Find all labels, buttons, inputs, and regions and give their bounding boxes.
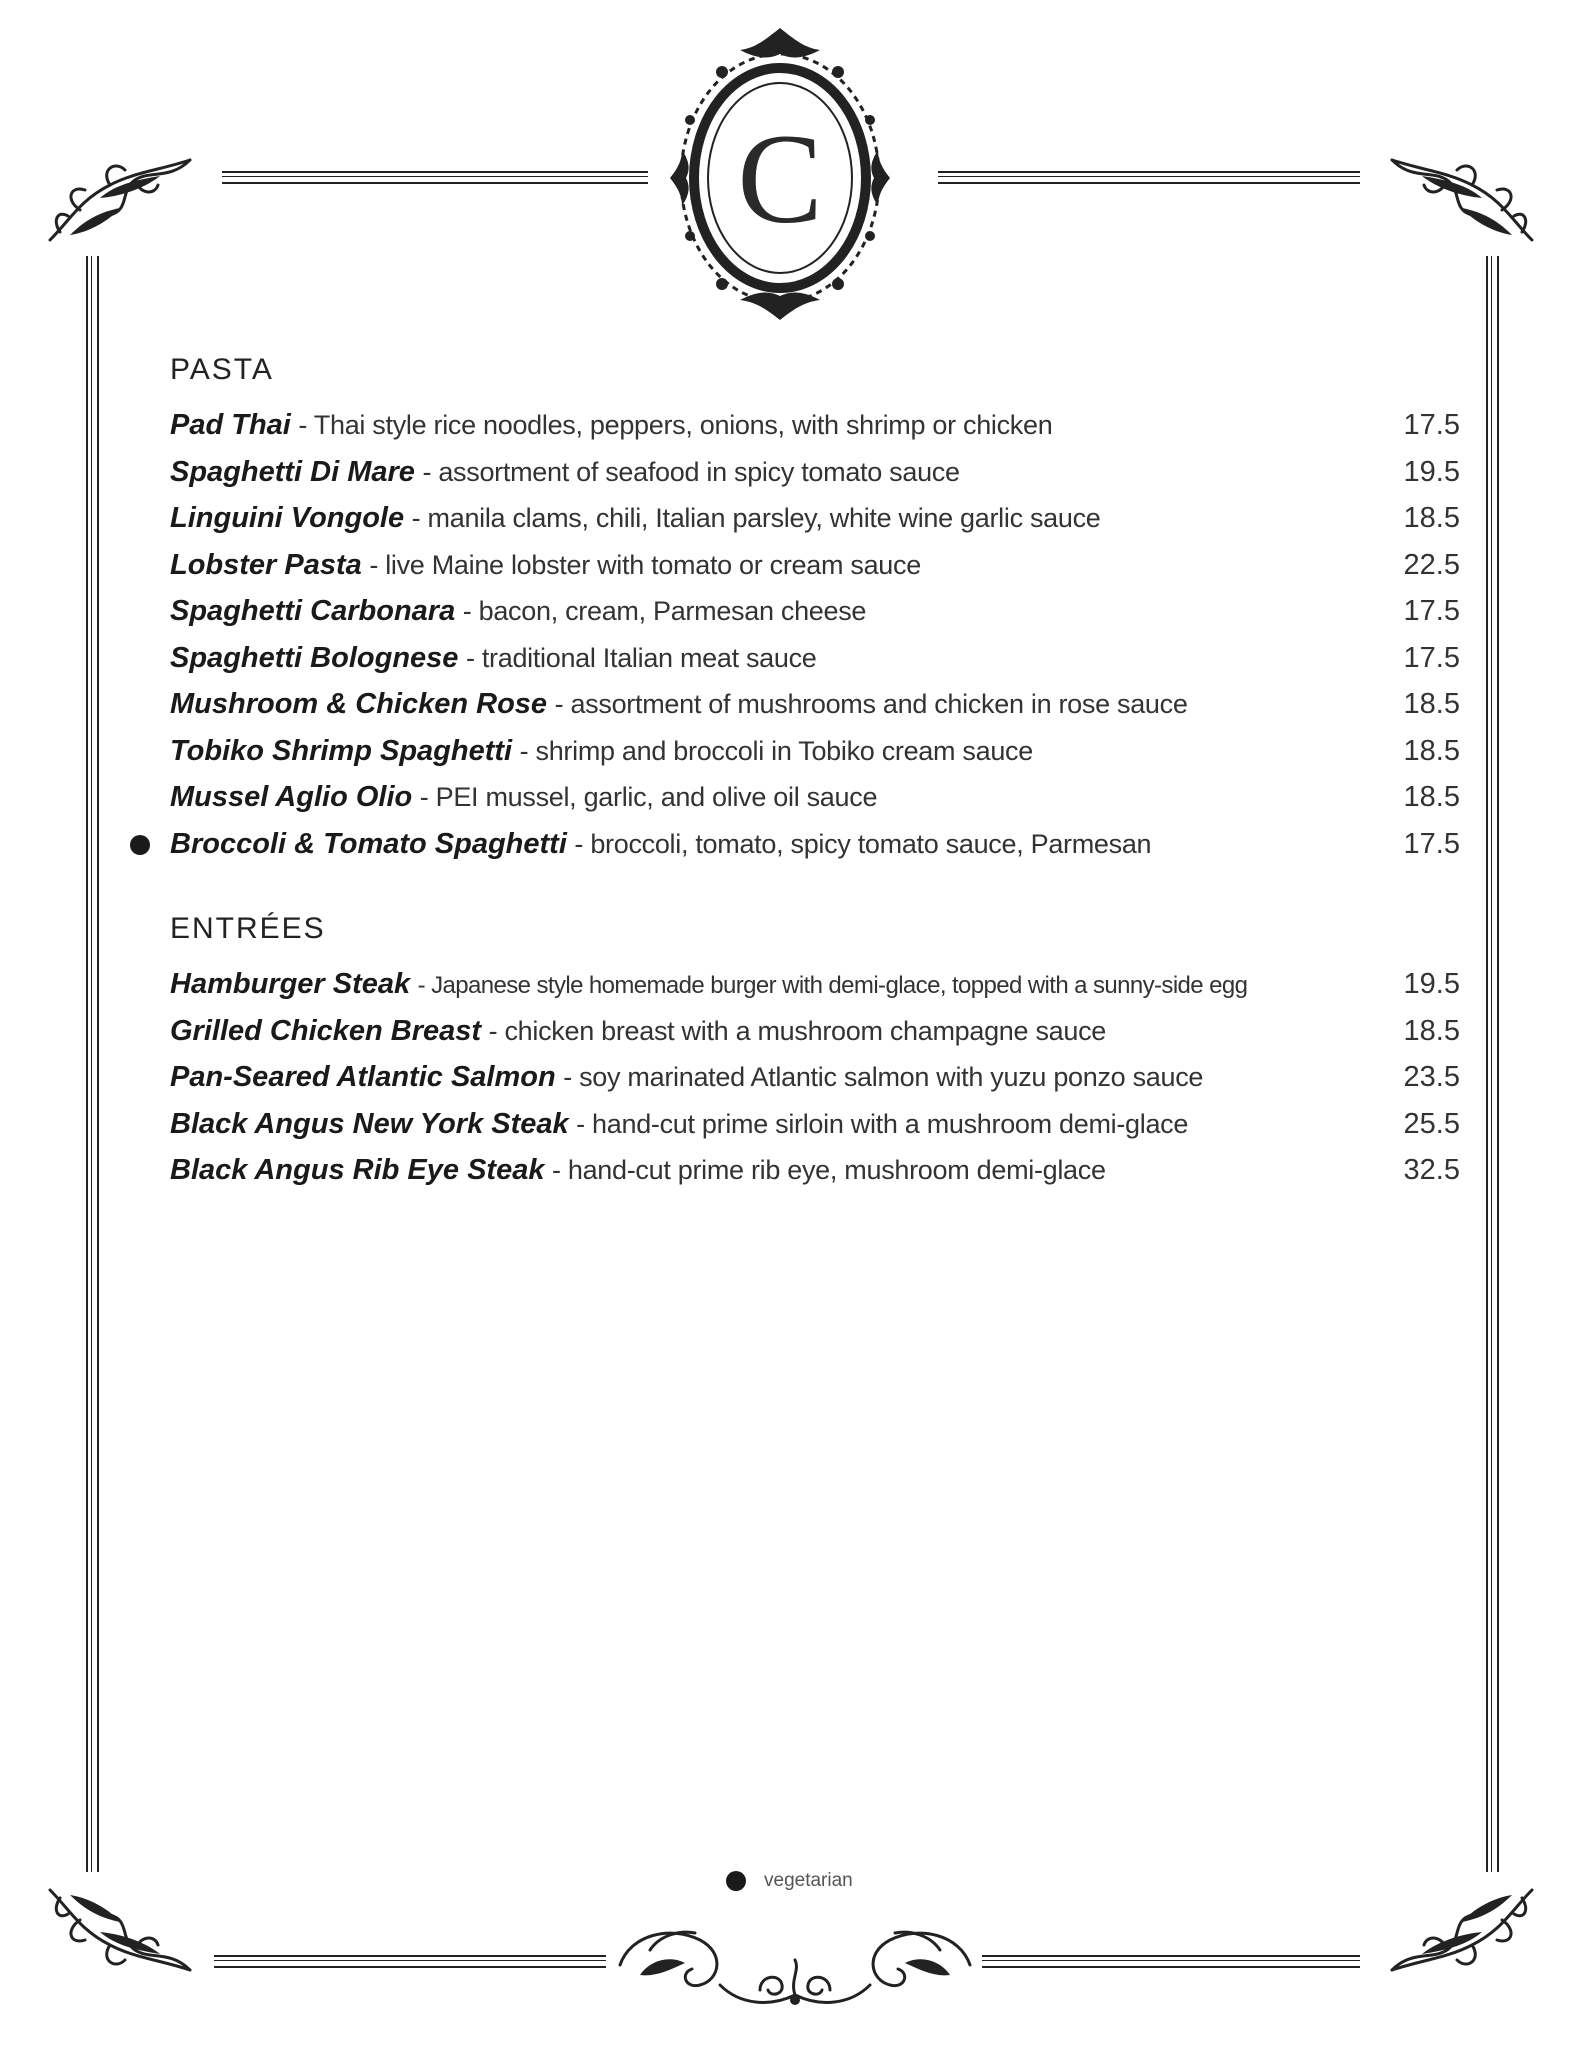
item-name: Lobster Pasta bbox=[170, 548, 362, 581]
monogram-letter: C bbox=[737, 108, 823, 250]
item-price: 18.5 bbox=[1403, 781, 1460, 813]
legend-label: vegetarian bbox=[764, 1870, 853, 1891]
legend bbox=[726, 1866, 853, 1896]
item-price: 17.5 bbox=[1403, 409, 1460, 441]
item-name: Spaghetti Di Mare bbox=[170, 455, 415, 488]
menu-item bbox=[170, 542, 1460, 589]
menu-item bbox=[170, 681, 1460, 728]
menu-item bbox=[170, 402, 1460, 449]
menu-item bbox=[170, 1008, 1460, 1055]
top-left-rule bbox=[222, 171, 648, 184]
section-title: ENTRÉES bbox=[170, 912, 326, 945]
bottom-scroll-flourish-icon bbox=[610, 1915, 980, 2015]
item-price: 17.5 bbox=[1403, 827, 1460, 860]
menu-item bbox=[170, 728, 1460, 775]
item-name: Hamburger Steak bbox=[170, 968, 411, 1000]
item-description: - Thai style rice noodles, peppers, onions, with shrimp or chicken bbox=[298, 410, 1053, 440]
item-name: Black Angus New York Steak bbox=[170, 1107, 569, 1140]
item-name: Broccoli & Tomato Spaghetti bbox=[170, 827, 567, 860]
bottom-left-rule bbox=[214, 1955, 606, 1968]
bottom-right-rule bbox=[982, 1955, 1360, 1968]
menu-item bbox=[170, 495, 1460, 542]
section-title: PASTA bbox=[170, 353, 274, 386]
item-price: 18.5 bbox=[1403, 734, 1460, 767]
menu-content bbox=[170, 352, 1460, 1194]
item-description: - broccoli, tomato, spicy tomato sauce, Parmesan bbox=[574, 828, 1152, 859]
section-pasta bbox=[170, 352, 1460, 867]
item-price: 18.5 bbox=[1403, 502, 1460, 534]
item-description: - shrimp and broccoli in Tobiko cream sauce bbox=[519, 735, 1033, 766]
corner-flourish-top-right-icon bbox=[1382, 140, 1542, 250]
item-description: - live Maine lobster with tomato or cream sauce bbox=[369, 549, 921, 580]
item-name: Black Angus Rib Eye Steak bbox=[170, 1154, 545, 1186]
item-price: 17.5 bbox=[1403, 595, 1460, 627]
item-description: - Japanese style homemade burger with demi-glace, topped with a sunny-side egg bbox=[417, 972, 1248, 999]
item-name: Grilled Chicken Breast bbox=[170, 1014, 482, 1047]
menu-item bbox=[170, 1101, 1460, 1148]
corner-flourish-bottom-right-icon bbox=[1382, 1880, 1542, 1990]
item-price: 23.5 bbox=[1403, 1061, 1460, 1093]
item-name: Pad Thai bbox=[170, 409, 291, 441]
item-price: 18.5 bbox=[1403, 688, 1460, 720]
left-rule bbox=[86, 256, 99, 1872]
item-name: Tobiko Shrimp Spaghetti bbox=[170, 734, 513, 767]
item-description: - chicken breast with a mushroom champagne sauce bbox=[488, 1015, 1106, 1046]
right-rule bbox=[1486, 256, 1499, 1872]
item-description: - hand-cut prime rib eye, mushroom demi-glace bbox=[551, 1155, 1106, 1185]
corner-flourish-top-left-icon bbox=[40, 140, 200, 250]
item-description: - assortment of mushrooms and chicken in rose sauce bbox=[554, 689, 1188, 719]
menu-item bbox=[170, 961, 1460, 1008]
menu-item bbox=[170, 821, 1460, 868]
menu-item bbox=[170, 588, 1460, 635]
menu-item bbox=[170, 1054, 1460, 1101]
monogram-crest bbox=[660, 20, 900, 330]
item-name: Spaghetti Carbonara bbox=[170, 595, 456, 627]
vegetarian-dot-icon bbox=[726, 1871, 746, 1891]
item-name: Linguini Vongole bbox=[170, 502, 405, 534]
corner-flourish-bottom-left-icon bbox=[40, 1880, 200, 1990]
item-description: - soy marinated Atlantic salmon with yuzu ponzo sauce bbox=[563, 1062, 1204, 1092]
item-price: 17.5 bbox=[1403, 641, 1460, 674]
menu-item bbox=[170, 449, 1460, 496]
item-price: 18.5 bbox=[1403, 1014, 1460, 1047]
item-price: 32.5 bbox=[1403, 1154, 1460, 1186]
item-name: Mussel Aglio Olio bbox=[170, 781, 413, 813]
item-description: - assortment of seafood in spicy tomato sauce bbox=[422, 456, 960, 487]
item-price: 25.5 bbox=[1403, 1107, 1460, 1140]
item-name: Mushroom & Chicken Rose bbox=[170, 688, 548, 720]
menu-item bbox=[170, 774, 1460, 821]
top-right-rule bbox=[938, 171, 1360, 184]
vegetarian-dot-icon bbox=[130, 835, 150, 855]
item-description: - traditional Italian meat sauce bbox=[465, 642, 817, 673]
item-description: - manila clams, chili, Italian parsley, white wine garlic sauce bbox=[411, 503, 1101, 533]
item-price: 19.5 bbox=[1403, 455, 1460, 488]
item-price: 22.5 bbox=[1403, 548, 1460, 581]
item-price: 19.5 bbox=[1403, 968, 1460, 1000]
menu-item bbox=[170, 635, 1460, 682]
item-description: - hand-cut prime sirloin with a mushroom demi-glace bbox=[576, 1108, 1189, 1139]
item-name: Pan-Seared Atlantic Salmon bbox=[170, 1061, 556, 1093]
menu-item bbox=[170, 1147, 1460, 1194]
section-entrees bbox=[170, 911, 1460, 1194]
item-name: Spaghetti Bolognese bbox=[170, 641, 459, 674]
item-description: - bacon, cream, Parmesan cheese bbox=[462, 596, 867, 626]
item-description: - PEI mussel, garlic, and olive oil sauce bbox=[419, 782, 878, 812]
